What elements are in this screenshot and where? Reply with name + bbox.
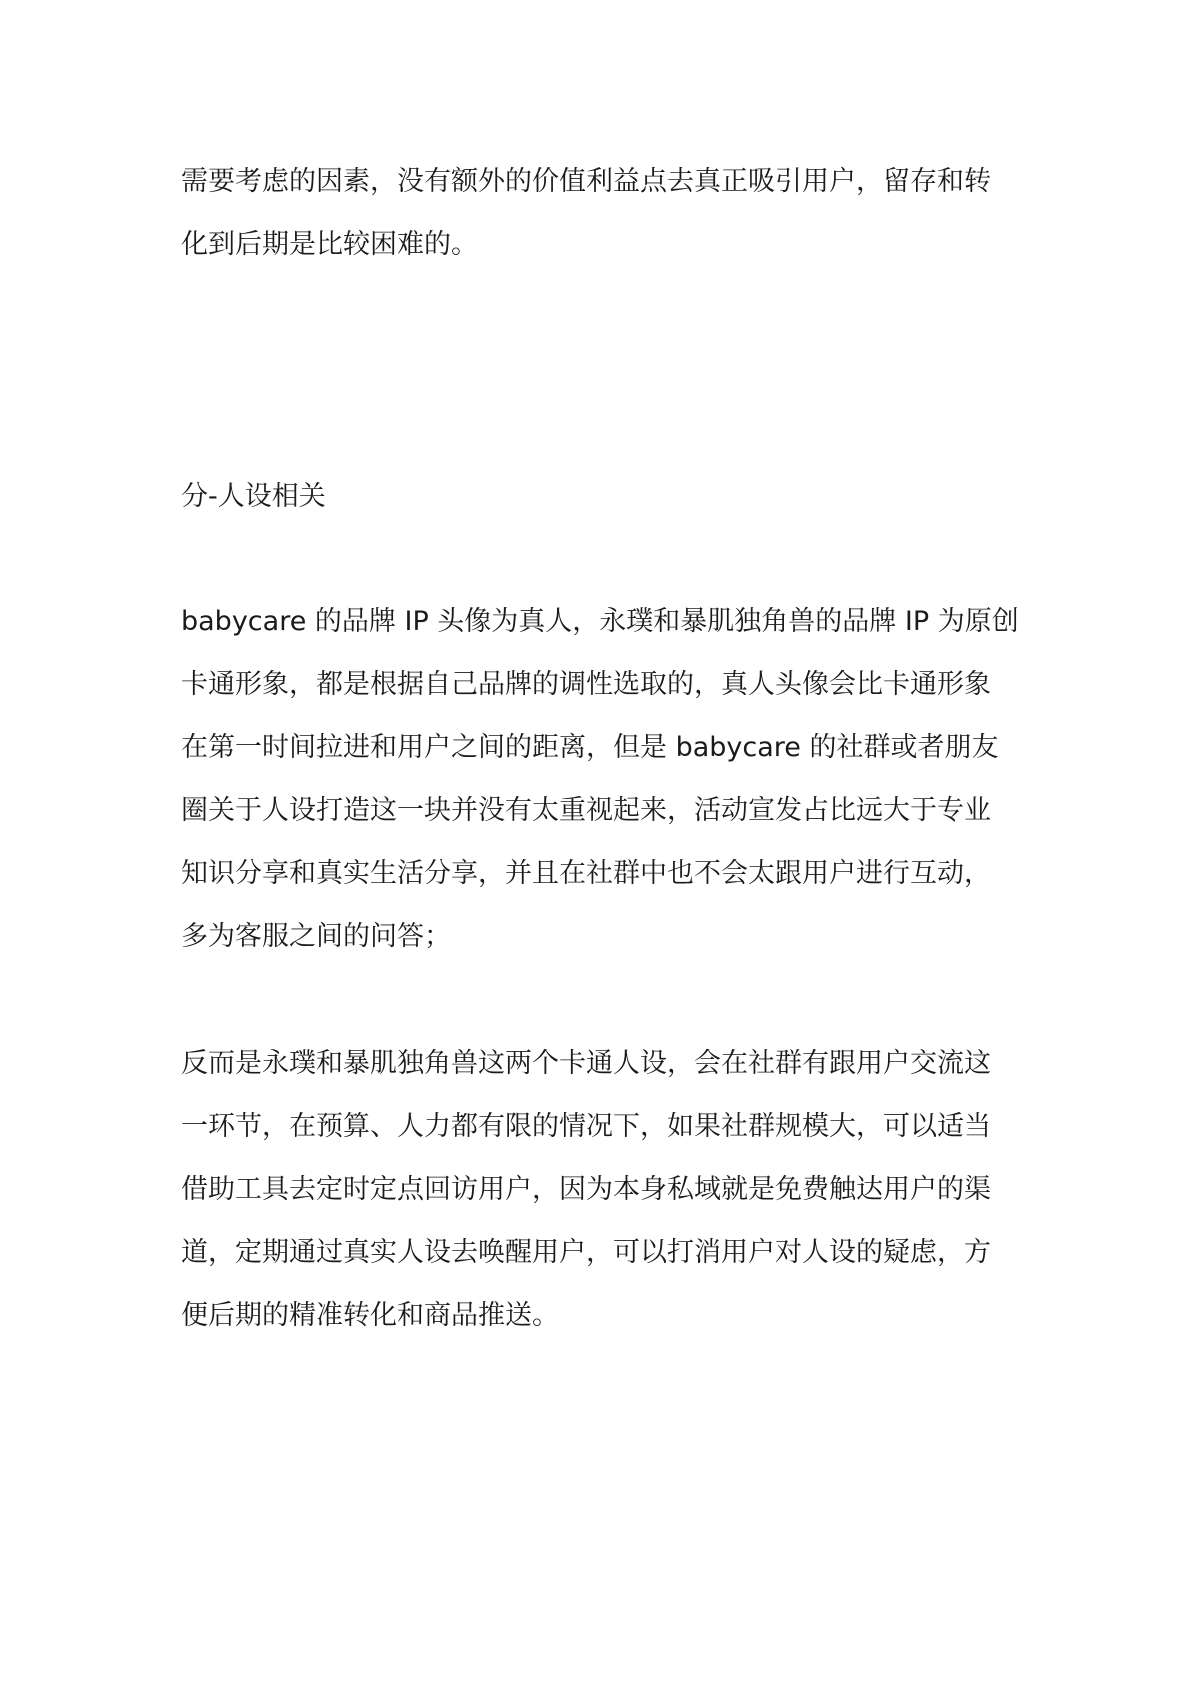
text-line: 反而是永璞和暴肌独角兽这两个卡通人设，会在社群有跟用户交流这 <box>181 1048 991 1079</box>
text-line: 在第一时间拉进和用户之间的距离，但是 babycare 的社群或者朋友 <box>181 732 999 763</box>
paragraph-intro-conclusion <box>181 150 991 276</box>
section-heading: 分-人设相关 <box>181 481 326 512</box>
text-line: 借助工具去定时定点回访用户，因为本身私域就是免费触达用户的渠 <box>181 1174 991 1205</box>
text-line: 卡通形象，都是根据自己品牌的调性选取的，真人头像会比卡通形象 <box>181 669 991 700</box>
text-line: 化到后期是比较困难的。 <box>181 229 478 260</box>
paragraph-persona-comparison <box>181 590 1019 968</box>
text-line: babycare 的品牌 IP 头像为真人，永璞和暴肌独角兽的品牌 IP 为原创 <box>181 606 1019 637</box>
text-line: 一环节，在预算、人力都有限的情况下，如果社群规模大，可以适当 <box>181 1111 991 1142</box>
text-line: 需要考虑的因素，没有额外的价值利益点去真正吸引用户，留存和转 <box>181 166 991 197</box>
text-line: 便后期的精准转化和商品推送。 <box>181 1300 559 1331</box>
text-line: 多为客服之间的问答； <box>181 921 451 952</box>
text-line: 道，定期通过真实人设去唤醒用户，可以打消用户对人设的疑虑，方 <box>181 1237 991 1268</box>
paragraph-cartoon-persona <box>181 1032 991 1347</box>
text-line: 圈关于人设打造这一块并没有太重视起来，活动宣发占比远大于专业 <box>181 795 991 826</box>
text-line: 知识分享和真实生活分享，并且在社群中也不会太跟用户进行互动， <box>181 858 991 889</box>
